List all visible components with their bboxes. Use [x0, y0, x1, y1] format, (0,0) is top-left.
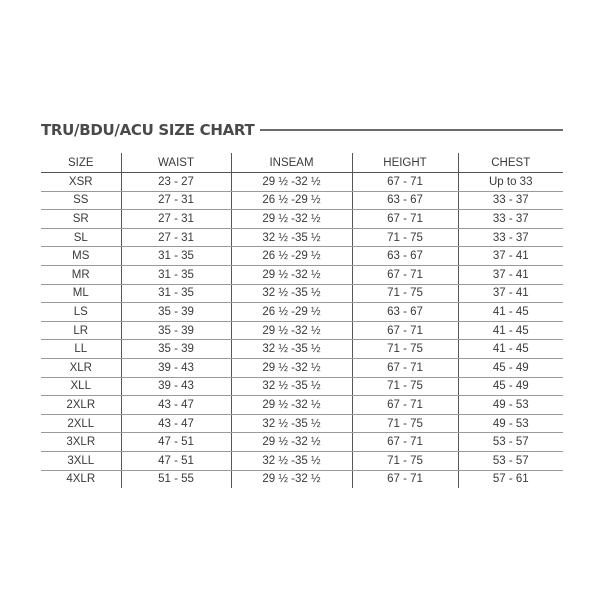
cell-size: 2XLR: [41, 396, 121, 415]
cell-waist: 35 - 39: [121, 321, 231, 340]
table-row: [41, 265, 563, 284]
cell-waist: 27 - 31: [121, 210, 231, 229]
cell-size: XLL: [41, 377, 121, 396]
column-header-waist: WAIST: [121, 153, 231, 173]
cell-inseam: 32 ½ -35 ½: [231, 228, 352, 247]
cell-inseam: 32 ½ -35 ½: [231, 377, 352, 396]
cell-height: 67 - 71: [352, 210, 458, 229]
cell-inseam: 29 ½ -32 ½: [231, 396, 352, 415]
cell-chest: 45 - 49: [458, 377, 563, 396]
cell-chest: 37 - 41: [458, 247, 563, 266]
cell-waist: 23 - 27: [121, 173, 231, 192]
table-row: [41, 173, 563, 192]
column-header-size: SIZE: [41, 153, 121, 173]
cell-inseam: 26 ½ -29 ½: [231, 303, 352, 322]
table-row: [41, 228, 563, 247]
cell-inseam: 29 ½ -32 ½: [231, 358, 352, 377]
cell-height: 71 - 75: [352, 451, 458, 470]
cell-inseam: 29 ½ -32 ½: [231, 433, 352, 452]
cell-waist: 35 - 39: [121, 340, 231, 359]
size-chart-header: [41, 118, 563, 142]
cell-size: XLR: [41, 358, 121, 377]
table-row: [41, 451, 563, 470]
table-body: [41, 173, 563, 489]
cell-inseam: 26 ½ -29 ½: [231, 191, 352, 210]
table-row: [41, 284, 563, 303]
cell-height: 71 - 75: [352, 228, 458, 247]
cell-waist: 47 - 51: [121, 433, 231, 452]
cell-height: 71 - 75: [352, 414, 458, 433]
header-row: [41, 153, 563, 173]
cell-inseam: 32 ½ -35 ½: [231, 451, 352, 470]
cell-chest: Up to 33: [458, 173, 563, 192]
cell-size: 4XLR: [66, 473, 96, 486]
cell-inseam: 29 ½ -32 ½: [231, 321, 352, 340]
cell-height: 67 - 71: [352, 396, 458, 415]
cell-inseam: 26 ½ -29 ½: [231, 247, 352, 266]
cell-waist: 43 - 47: [121, 414, 231, 433]
cell-chest: 41 - 45: [458, 303, 563, 322]
column-header-height: HEIGHT: [352, 153, 458, 173]
table-row: [41, 191, 563, 210]
table-row: [41, 321, 563, 340]
cell-height: 71 - 75: [352, 377, 458, 396]
cell-waist: 39 - 43: [121, 377, 231, 396]
cell-waist: 31 - 35: [121, 265, 231, 284]
table-row: [41, 396, 563, 415]
cell-size: MR: [41, 265, 121, 284]
cell-chest: 41 - 45: [458, 321, 563, 340]
cell-inseam: 32 ½ -35 ½: [231, 340, 352, 359]
cell-waist: 31 - 35: [121, 284, 231, 303]
cell-waist: 39 - 43: [121, 358, 231, 377]
cell-size: SL: [41, 228, 121, 247]
cell-waist: 43 - 47: [121, 396, 231, 415]
title-divider: [260, 129, 563, 131]
cell-inseam: 32 ½ -35 ½: [231, 284, 352, 303]
column-header-inseam: INSEAM: [231, 153, 352, 173]
cell-height: 67 - 71: [352, 433, 458, 452]
table-row: [41, 340, 563, 359]
cell-chest: 49 - 53: [458, 414, 563, 433]
cell-chest: 33 - 37: [458, 191, 563, 210]
cell-height: 63 - 67: [352, 247, 458, 266]
cell-chest: 57 - 61: [458, 470, 563, 488]
cell-size: SR: [41, 210, 121, 229]
cell-size: XSR: [41, 173, 121, 192]
cell-waist: 35 - 39: [121, 303, 231, 322]
cell-chest: 33 - 37: [458, 210, 563, 229]
cell-waist: 51 - 55: [121, 470, 231, 488]
column-header-chest: CHEST: [458, 153, 563, 173]
cell-height: 63 - 67: [352, 303, 458, 322]
cell-chest: 37 - 41: [458, 265, 563, 284]
table-row: [41, 433, 563, 452]
cell-inseam: 29 ½ -32 ½: [231, 265, 352, 284]
cell-waist: 27 - 31: [121, 228, 231, 247]
table-row: [41, 414, 563, 433]
cell-height: 63 - 67: [352, 191, 458, 210]
cell-size: LR: [41, 321, 121, 340]
table-row: [41, 247, 563, 266]
cell-size: 3XLL: [41, 451, 121, 470]
cell-height: 67 - 71: [352, 358, 458, 377]
cell-size: 3XLR: [41, 433, 121, 452]
cell-inseam: 29 ½ -32 ½: [231, 173, 352, 192]
cell-inseam: 32 ½ -35 ½: [231, 414, 352, 433]
size-chart-table: [41, 153, 563, 488]
table-row: [41, 358, 563, 377]
table-row: [41, 470, 563, 488]
cell-size: LL: [41, 340, 121, 359]
cell-chest: 41 - 45: [458, 340, 563, 359]
cell-inseam: 29 ½ -32 ½: [231, 470, 352, 488]
cell-height: 67 - 71: [352, 470, 458, 488]
cell-size: LS: [41, 303, 121, 322]
cell-size: 2XLL: [41, 414, 121, 433]
cell-waist: 31 - 35: [121, 247, 231, 266]
table-row: [41, 210, 563, 229]
table-row: [41, 377, 563, 396]
cell-chest: 49 - 53: [458, 396, 563, 415]
page-title: TRU/BDU/ACU SIZE CHART: [41, 121, 255, 139]
cell-chest: 53 - 57: [458, 451, 563, 470]
cell-inseam: 29 ½ -32 ½: [231, 210, 352, 229]
cell-waist: 47 - 51: [121, 451, 231, 470]
cell-chest: 45 - 49: [458, 358, 563, 377]
cell-height: 67 - 71: [352, 265, 458, 284]
cell-height: 67 - 71: [352, 321, 458, 340]
cell-height: 67 - 71: [352, 173, 458, 192]
cell-height: 71 - 75: [352, 340, 458, 359]
cell-height: 71 - 75: [352, 284, 458, 303]
cell-waist: 27 - 31: [121, 191, 231, 210]
cell-size: ML: [41, 284, 121, 303]
cell-chest: 37 - 41: [458, 284, 563, 303]
cell-size: SS: [41, 191, 121, 210]
cell-chest: 53 - 57: [458, 433, 563, 452]
cell-chest: 33 - 37: [458, 228, 563, 247]
cell-size: MS: [41, 247, 121, 266]
table-row: [41, 303, 563, 322]
